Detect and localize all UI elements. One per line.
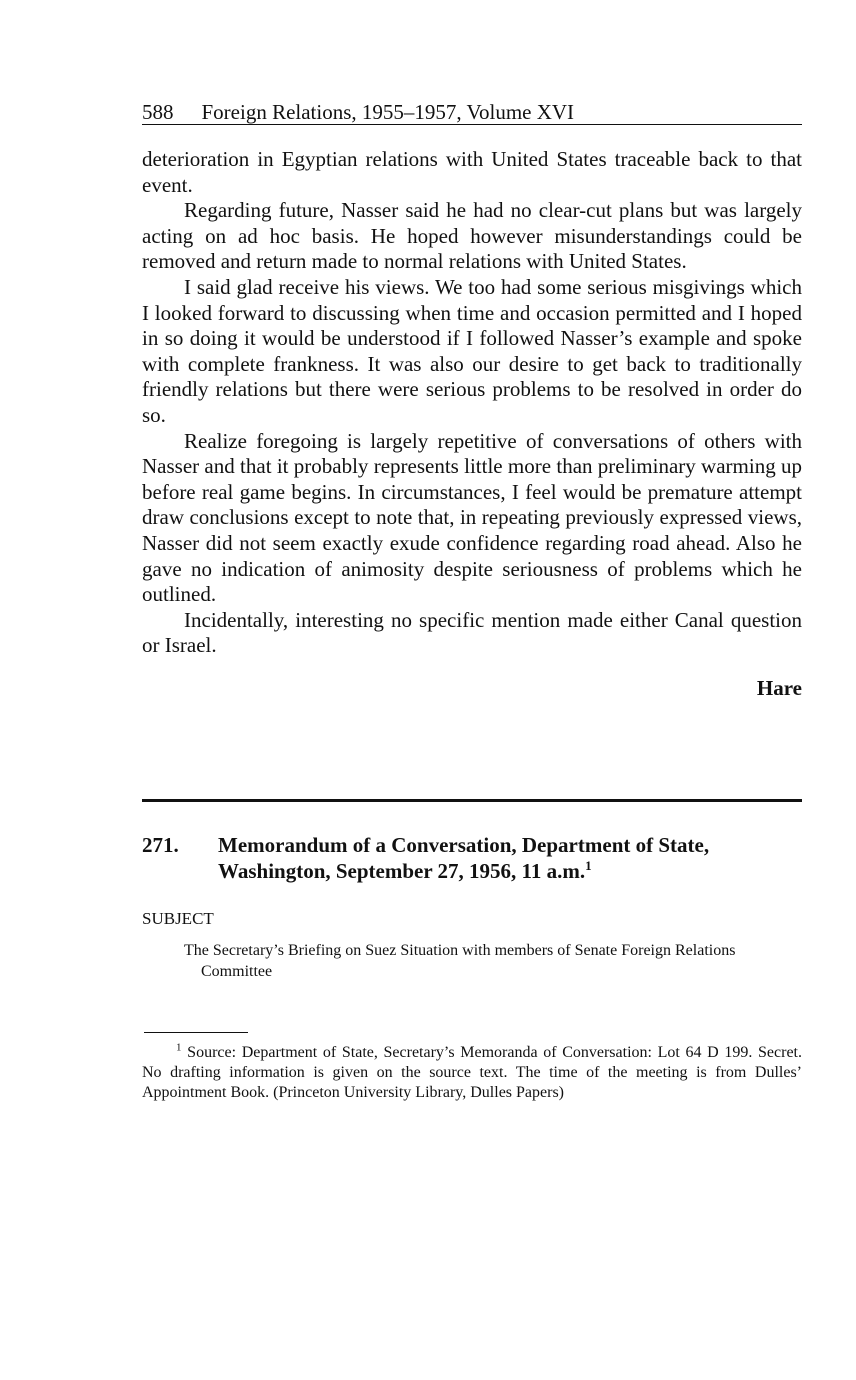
document-number: 271. xyxy=(142,832,179,857)
section-divider xyxy=(142,799,802,802)
body-paragraph-4: Realize foregoing is largely repetitive of conversations of others with Nasser and that it probably represents little more than preliminary warming up before real game begins. In circumstances, I feel would be premature attempt draw conclusions except to note that, in repeating previously expressed views, Nasser did not seem exactly exude confidence regarding road ahead. Also he gave no indication of animosity despite seriousness of problems which he outlined. xyxy=(142,428,802,607)
subject-text: The Secretary’s Briefing on Suez Situation with members of Senate Foreign Relations Committee xyxy=(184,941,736,980)
footnote-divider xyxy=(144,1032,248,1033)
footnote-body xyxy=(142,1043,802,1103)
document-title: Memorandum of a Conversation, Department of State, Washington, September 27, 1956, 11 a.m. xyxy=(218,832,710,883)
footnote xyxy=(142,1043,802,1103)
body-paragraph-3: I said glad receive his views. We too had some serious misgivings which I looked forward to discussing when time and occasion permitted and I hoped in so doing it would be understood if I followed Nasser’s example and spoke with complete frankness. It was also our desire to get back to traditionally friendly relations but there were serious problems to be resolved in order do so. xyxy=(142,274,802,427)
document-heading xyxy=(142,832,802,884)
footnote-text: Source: Department of State, Secretary’s Memoranda of Conversation: Lot 64 D 199. Secret. No drafting information is given on the source text. The time of the meeting is from Dulles’ Appointment Book. (Princeton University Library, Dulles Papers) xyxy=(142,1043,803,1101)
document-footnote-marker[interactable]: 1 xyxy=(585,857,592,873)
signature: Hare xyxy=(756,675,802,700)
body-paragraph-1: deterioration in Egyptian relations with United States traceable back to that event. xyxy=(142,147,802,197)
running-title: Foreign Relations, 1955–1957, Volume XVI xyxy=(201,100,575,124)
document-page xyxy=(142,100,802,1103)
subject-label: SUBJECT xyxy=(142,908,214,928)
body-paragraph-5: Incidentally, interesting no specific mention made either Canal question or Israel. xyxy=(142,607,802,658)
running-header xyxy=(142,100,802,125)
footnote-marker: 1 xyxy=(176,1041,182,1054)
page-number: 588 xyxy=(142,100,174,124)
document-title-block xyxy=(218,832,802,884)
body-text xyxy=(142,147,802,659)
body-paragraph-2: Regarding future, Nasser said he had no clear-cut plans but was largely acting on ad hoc basis. He hoped however misunderstandings could be removed and return made to normal relations with United States. xyxy=(142,198,802,274)
